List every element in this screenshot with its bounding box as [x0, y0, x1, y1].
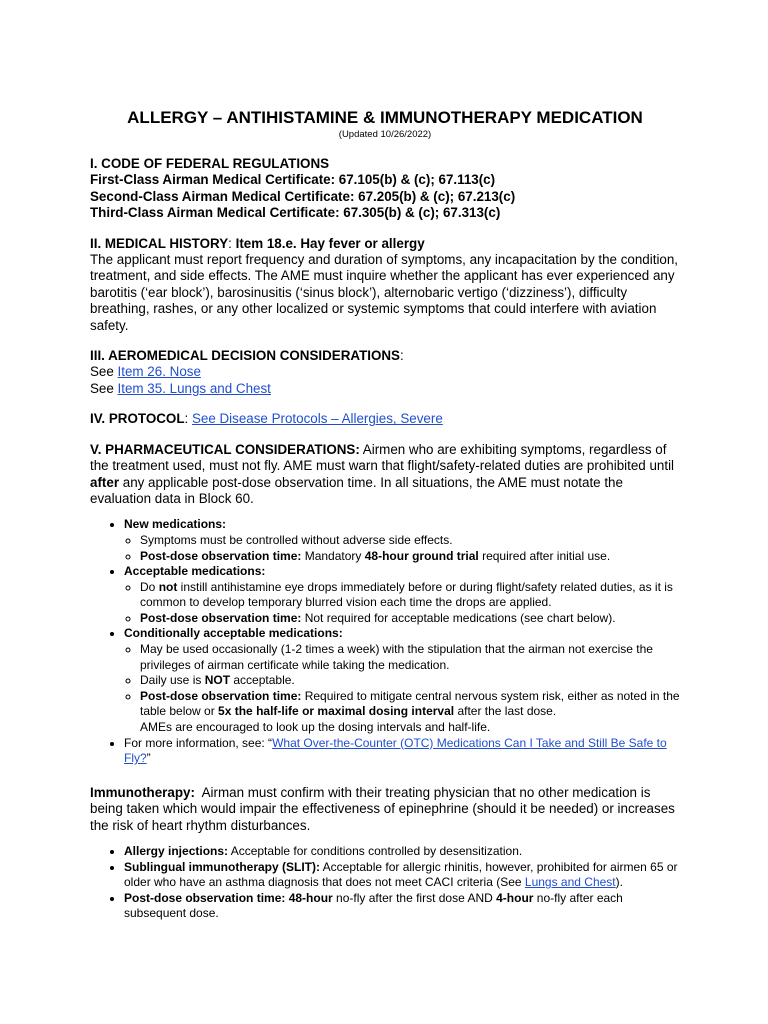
updated-date: (Updated 10/26/2022)	[338, 129, 432, 140]
cfr-first-class: First-Class Airman Medical Certificate: 67.105(b) & (c); 67.113(c)	[90, 172, 496, 188]
text-span: required after initial use.	[478, 548, 611, 563]
lungs-and-chest-link[interactable]: Lungs and Chest	[524, 875, 616, 890]
document-title: ALLERGY – ANTIHISTAMINE & IMMUNOTHERAPY MEDICATION	[127, 108, 643, 127]
item-35-lungs-link[interactable]: Item 35. Lungs and Chest	[117, 380, 271, 396]
see-label: See	[90, 364, 118, 380]
list-item: ◦ Symptoms must be controlled without adverse side effects.	[140, 533, 680, 549]
hour-48-text: 48-hour	[285, 890, 333, 905]
aeromedical-section	[90, 348, 680, 397]
not-text: NOT	[204, 673, 231, 688]
history-heading: II. MEDICAL HISTORY	[90, 235, 229, 251]
hour-4-text: 4-hour	[496, 890, 534, 905]
pharma-after: after	[90, 474, 120, 490]
text-span: ”	[146, 751, 151, 766]
disease-protocols-link[interactable]: See Disease Protocols – Allergies, Severe	[191, 411, 443, 427]
observation-label: Post-dose observation time:	[140, 548, 302, 563]
medical-history-section	[90, 236, 680, 334]
aeromedical-heading: III. AEROMEDICAL DECISION CONSIDERATIONS	[90, 348, 400, 364]
list-item: ◦ May be used occasionally (1-2 times a week) with the stipulation that the airman not exercise the privileges of airman certificate while taking the medication.	[140, 642, 680, 673]
list-item	[140, 580, 680, 611]
list-item	[124, 844, 680, 860]
immunotherapy-list	[90, 844, 680, 922]
text-span: Acceptable for conditions controlled by desensitization.	[228, 844, 523, 859]
text-span: Daily use is	[140, 673, 205, 688]
observation-label: Post-dose observation time:	[124, 890, 286, 905]
text-span: Mandatory	[301, 548, 365, 563]
acceptable-medications-label: Acceptable medications:	[124, 564, 266, 579]
history-item: Item 18.e. Hay fever or allergy	[235, 235, 425, 251]
pharma-body-2: any applicable post-dose observation time. In all situations, the AME must notate the evaluation data in Block 60.	[90, 474, 623, 506]
pharma-heading: V. PHARMACEUTICAL CONSIDERATIONS:	[90, 441, 360, 457]
text-span: no-fly after the first dose AND	[332, 890, 497, 905]
text-span: no-fly after each subsequent dose.	[124, 890, 623, 921]
text-span: For more information, see: “	[124, 735, 273, 750]
list-item	[140, 673, 680, 689]
text-span: ).	[615, 875, 623, 890]
otc-medications-link[interactable]: What Over-the-Counter (OTC) Medications Can I Take and Still Be Safe to Fly?	[124, 735, 667, 766]
text-span: acceptable.	[230, 673, 295, 688]
immunotherapy-section	[90, 785, 680, 922]
item-26-nose-link[interactable]: Item 26. Nose	[117, 364, 201, 380]
text-span: Not required for acceptable medications (see chart below).	[301, 610, 616, 625]
slit-label: Sublingual immunotherapy (SLIT):	[124, 859, 320, 874]
pharmaceutical-section	[90, 442, 680, 767]
list-item	[140, 611, 680, 627]
see-label: See	[90, 380, 118, 396]
text-span: AMEs are encouraged to look up the dosing intervals and half-life.	[140, 720, 491, 735]
new-medications-label: New medications:	[124, 517, 227, 532]
half-life-text: 5x the half-life or maximal dosing interval	[218, 704, 455, 719]
ground-trial-text: 48-hour ground trial	[364, 548, 479, 563]
not-text: not	[158, 579, 178, 594]
list-item	[124, 517, 680, 564]
protocol-section	[90, 411, 680, 427]
immunotherapy-heading: Immunotherapy:	[90, 784, 195, 800]
text-span: Do	[140, 579, 159, 594]
allergy-injections-label: Allergy injections:	[124, 844, 229, 859]
text-span: Required to mitigate central nervous system risk, either as noted in the table below or	[140, 688, 680, 719]
immunotherapy-body: Airman must confirm with their treating physician that no other medication is being taken which would impair the effectiveness of epinephrine (should it be needed) or increases the risk of heart rhythm disturbances.	[90, 784, 679, 833]
protocol-heading: IV. PROTOCOL	[90, 411, 185, 427]
list-item	[124, 891, 680, 922]
cfr-section	[90, 156, 680, 222]
cfr-second-class: Second-Class Airman Medical Certificate: 67.205(b) & (c); 67.213(c)	[90, 188, 516, 204]
pharma-list	[90, 517, 680, 767]
list-item	[140, 689, 680, 736]
history-sep: :	[228, 235, 236, 251]
history-body: The applicant must report frequency and duration of symptoms, any incapacitation by the condition, treatment, and side effects. The AME must inquire whether the applicant has ever experienced any barotitis (‘ear block’), barosinusitis (‘sinus block’), alternobaric vertigo (‘dizziness’), difficulty breathing, rashes, or any other localized or systemic symptoms that could interfere with aviation safety.	[90, 252, 679, 333]
list-item	[140, 549, 680, 565]
pharma-body-1: Airmen who are exhibiting symptoms, regardless of the treatment used, must not fly. AME must warn that flight/safety-related duties are prohibited until	[90, 441, 675, 474]
protocol-sep: :	[184, 411, 192, 427]
cfr-third-class: Third-Class Airman Medical Certificate: 67.305(b) & (c); 67.313(c)	[90, 205, 501, 221]
text-span: instill antihistamine eye drops immediately before or during flight/safety related duties, as it is common to develop temporary blurred vision each time the drops are applied.	[140, 579, 673, 610]
text-span: after the last dose.	[454, 704, 557, 719]
cfr-heading: I. CODE OF FEDERAL REGULATIONS	[90, 156, 330, 171]
list-item	[124, 564, 680, 626]
list-item	[124, 860, 680, 891]
text-span: Acceptable for allergic rhinitis, however, prohibited for airmen 65 or older who have an asthma diagnosis that does not meet CACI criteria (See	[124, 859, 678, 890]
conditional-medications-label: Conditionally acceptable medications:	[124, 626, 343, 641]
aeromedical-colon: :	[400, 348, 404, 364]
observation-label: Post-dose observation time:	[140, 688, 302, 703]
list-item	[124, 736, 680, 767]
list-item	[124, 626, 680, 735]
observation-label: Post-dose observation time:	[140, 610, 302, 625]
